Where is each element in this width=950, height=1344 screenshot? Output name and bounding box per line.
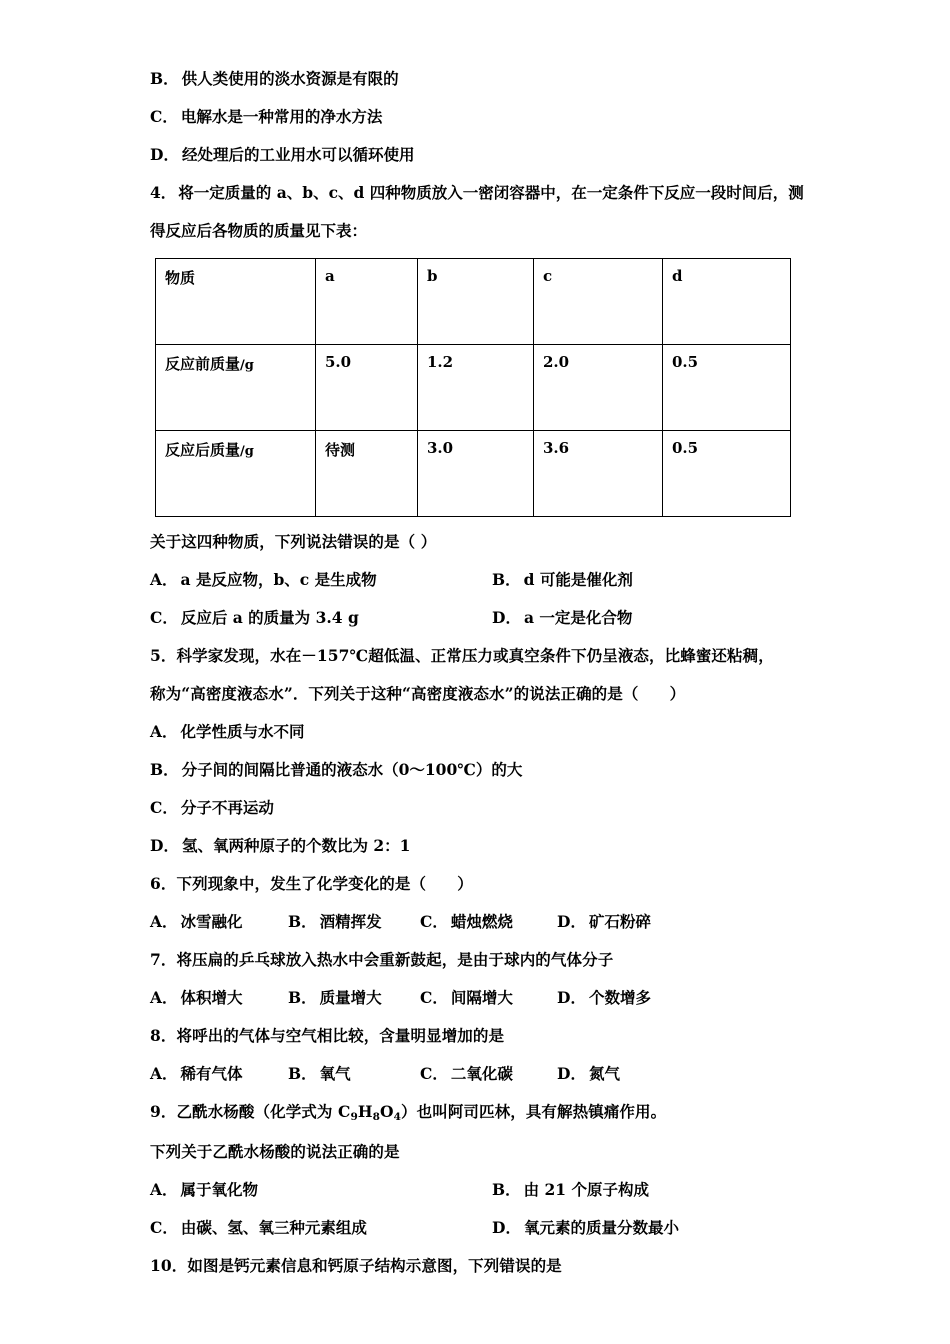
row-label: 反应前质量 xyxy=(165,355,241,373)
question-4-substem: 关于这四种物质，下列说法错误的是（ ） xyxy=(150,532,437,551)
question-6-options xyxy=(150,903,810,941)
option-b xyxy=(492,1171,810,1209)
option-label: A． xyxy=(150,1180,178,1199)
option-c xyxy=(420,1055,557,1093)
table-cell: 5.0 xyxy=(316,345,418,431)
option-c xyxy=(150,599,492,637)
table-cell: 物质 xyxy=(156,259,316,345)
option-b xyxy=(288,903,420,941)
option-label: D． xyxy=(557,1064,586,1083)
option-text: a 一定是化合物 xyxy=(523,608,633,627)
table-cell: a xyxy=(316,259,418,345)
question-8-options xyxy=(150,1055,810,1093)
option-label: C． xyxy=(420,988,448,1007)
option-text: 冰雪融化 xyxy=(180,912,243,931)
question-stem-part-4: ）也叫阿司匹林，具有解热镇痛作用。 xyxy=(401,1102,667,1121)
option-text: 质量增大 xyxy=(319,988,382,1007)
table-cell-rowlabel xyxy=(156,345,316,431)
option-text: 稀有气体 xyxy=(180,1064,243,1083)
option-label: C． xyxy=(150,798,178,817)
option-a xyxy=(150,979,288,1017)
question-9-stem-line-2: 下列关于乙酰水杨酸的说法正确的是 xyxy=(150,1142,400,1161)
option-label: B． xyxy=(150,760,179,779)
option-a xyxy=(150,1055,288,1093)
option-label: A． xyxy=(150,912,178,931)
option-label: B． xyxy=(492,1180,521,1199)
option-label: C． xyxy=(420,912,448,931)
option-b xyxy=(288,979,420,1017)
table-cell: 待测 xyxy=(316,431,418,517)
option-label: C． xyxy=(150,1218,178,1237)
option-text: 个数增多 xyxy=(588,988,651,1007)
option-text: 间隔增大 xyxy=(450,988,513,1007)
option-text: 氧元素的质量分数最小 xyxy=(523,1218,679,1237)
option-c xyxy=(420,979,557,1017)
option-label: A． xyxy=(150,1064,178,1083)
question-stem-text: 将一定质量的 a、b、c、d 四种物质放入一密闭容器中，在一定条件下反应一段时间后，测得反应后各物质的质量见下表： xyxy=(150,183,804,240)
option-text: 氢、氧两种原子的个数比为 2：1 xyxy=(181,836,411,855)
option-label: D． xyxy=(150,145,179,164)
option-text: 蜡烛燃烧 xyxy=(450,912,513,931)
option-a xyxy=(150,561,492,599)
option-label: B． xyxy=(288,1064,317,1083)
page-content xyxy=(150,60,810,1285)
question-stem-text: 如图是钙元素信息和钙原子结构示意图，下列错误的是 xyxy=(187,1256,562,1275)
option-text: 氧气 xyxy=(319,1064,351,1083)
question-5-option-b xyxy=(150,751,810,789)
question-stem-text: 科学家发现，水在－157℃超低温、正常压力或真空条件下仍呈液态，比蜂蜜还粘稠， xyxy=(176,646,774,665)
option-line xyxy=(150,98,810,136)
question-stem-text: 将压扁的乒乓球放入热水中会重新鼓起，是由于球内的气体分子 xyxy=(176,950,614,969)
question-5-stem-line-1 xyxy=(150,637,810,675)
option-label: C． xyxy=(420,1064,448,1083)
formula-subscript-2: 8 xyxy=(372,1111,380,1123)
question-4-table-wrap xyxy=(155,258,810,517)
table-cell-rowlabel xyxy=(156,431,316,517)
option-line xyxy=(150,136,810,174)
option-text: 化学性质与水不同 xyxy=(180,722,305,741)
question-number: 8． xyxy=(150,1026,177,1045)
formula-subscript-3: 4 xyxy=(393,1111,402,1123)
question-4-options-row-1 xyxy=(150,561,810,599)
question-number: 6． xyxy=(150,874,177,893)
question-stem-text: 下列现象中，发生了化学变化的是（ ） xyxy=(176,874,473,893)
question-5-option-d xyxy=(150,827,810,865)
option-label: D． xyxy=(557,988,586,1007)
option-label: B． xyxy=(150,69,179,88)
question-stem-part-3: O xyxy=(380,1102,394,1121)
question-8-stem xyxy=(150,1017,810,1055)
option-b xyxy=(492,561,810,599)
table-cell: b xyxy=(418,259,534,345)
option-text: 矿石粉碎 xyxy=(588,912,651,931)
question-number: 9． xyxy=(150,1102,177,1121)
table-cell: d xyxy=(663,259,791,345)
substance-mass-table xyxy=(155,258,791,517)
table-cell: 1.2 xyxy=(418,345,534,431)
table-cell: c xyxy=(534,259,663,345)
question-stem-part-2: H xyxy=(357,1102,373,1121)
option-label: A． xyxy=(150,722,178,741)
question-9-stem-line-1 xyxy=(150,1093,810,1133)
option-a xyxy=(150,903,288,941)
table-row-header xyxy=(156,259,791,345)
option-a xyxy=(150,1171,492,1209)
table-row xyxy=(156,345,791,431)
option-label: B． xyxy=(288,988,317,1007)
option-d xyxy=(557,1055,620,1093)
question-7-options xyxy=(150,979,810,1017)
question-9-options-row-2 xyxy=(150,1209,810,1247)
option-d xyxy=(557,903,651,941)
option-label: D． xyxy=(150,836,179,855)
option-line xyxy=(150,60,810,98)
option-text: 供人类使用的淡水资源是有限的 xyxy=(181,69,399,88)
question-4-options-row-2 xyxy=(150,599,810,637)
question-number: 10． xyxy=(150,1256,188,1275)
option-text: 经处理后的工业用水可以循环使用 xyxy=(181,145,415,164)
option-d xyxy=(492,1209,810,1247)
question-stem-part-1: 乙酰水杨酸（化学式为 C xyxy=(176,1102,351,1121)
question-number: 5． xyxy=(150,646,177,665)
formula-subscript-1: 9 xyxy=(350,1111,358,1123)
option-label: D． xyxy=(557,912,586,931)
option-label: A． xyxy=(150,570,178,589)
question-5-option-a xyxy=(150,713,810,751)
option-d xyxy=(557,979,651,1017)
option-text: 属于氧化物 xyxy=(180,1180,259,1199)
question-number: 7． xyxy=(150,950,177,969)
option-d xyxy=(492,599,810,637)
option-c xyxy=(420,903,557,941)
row-unit: /g xyxy=(240,444,254,459)
question-5-option-c xyxy=(150,789,810,827)
option-text: 二氧化碳 xyxy=(450,1064,513,1083)
option-label: B． xyxy=(288,912,317,931)
question-9-options-row-1 xyxy=(150,1171,810,1209)
option-text: a 是反应物，b、c 是生成物 xyxy=(180,570,377,589)
option-c xyxy=(150,1209,492,1247)
option-text: 由碳、氢、氧三种元素组成 xyxy=(180,1218,367,1237)
option-text: 体积增大 xyxy=(180,988,243,1007)
option-label: C． xyxy=(150,608,178,627)
option-label: D． xyxy=(492,1218,521,1237)
table-cell: 0.5 xyxy=(663,345,791,431)
option-text: 氮气 xyxy=(588,1064,620,1083)
option-label: B． xyxy=(492,570,521,589)
question-stem-text: 将呼出的气体与空气相比较，含量明显增加的是 xyxy=(176,1026,505,1045)
question-4-stem xyxy=(150,174,810,250)
question-7-stem xyxy=(150,941,810,979)
option-label: C． xyxy=(150,107,178,126)
option-text: 反应后 a 的质量为 3.4 g xyxy=(180,608,359,627)
option-text: 电解水是一种常用的净水方法 xyxy=(180,107,383,126)
option-b xyxy=(288,1055,420,1093)
question-6-stem xyxy=(150,865,810,903)
question-number: 4． xyxy=(150,183,177,202)
table-row xyxy=(156,431,791,517)
question-10-stem xyxy=(150,1247,810,1285)
option-text: d 可能是催化剂 xyxy=(523,570,633,589)
option-text: 分子不再运动 xyxy=(180,798,274,817)
option-label: A． xyxy=(150,988,178,1007)
option-text: 分子间的间隔比普通的液态水（0～100℃）的大 xyxy=(181,760,523,779)
option-label: D． xyxy=(492,608,521,627)
option-text: 由 21 个原子构成 xyxy=(523,1180,649,1199)
table-cell: 0.5 xyxy=(663,431,791,517)
table-cell: 3.0 xyxy=(418,431,534,517)
row-label: 反应后质量 xyxy=(165,441,241,459)
question-5-stem-line-2: 称为“高密度液态水”．下列关于这种“高密度液态水”的说法正确的是（ ） xyxy=(150,684,686,703)
option-text: 酒精挥发 xyxy=(319,912,382,931)
table-cell: 3.6 xyxy=(534,431,663,517)
row-unit: /g xyxy=(240,358,254,373)
table-cell: 2.0 xyxy=(534,345,663,431)
